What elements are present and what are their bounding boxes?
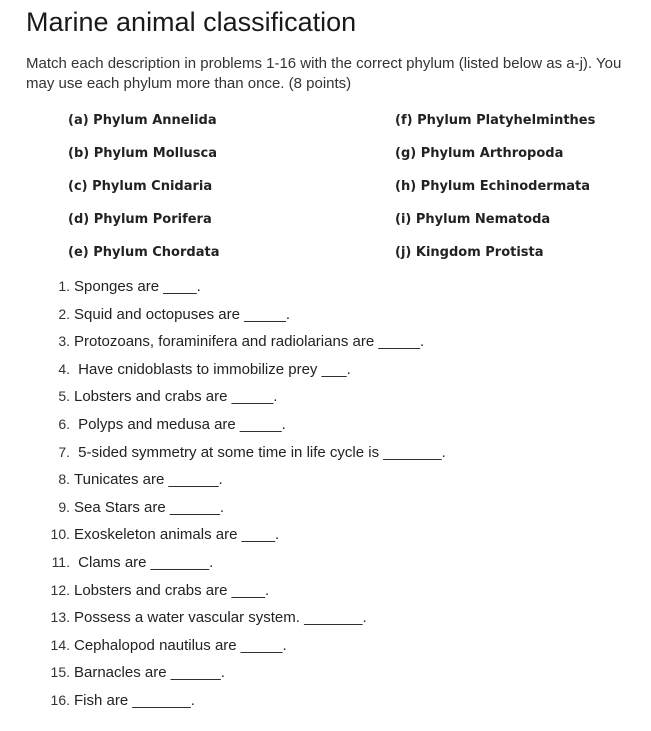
question-text: Sponges are ____. (74, 278, 201, 295)
question-item (30, 606, 446, 634)
phylum-j: (j) Kingdom Protista (395, 245, 544, 260)
question-number: 2. (58, 305, 70, 322)
question-item (30, 413, 446, 441)
question-number: 16. (50, 691, 70, 708)
instructions-text: Match each description in problems 1-16 with the correct phylum (listed below as a-j). You may use each phylum more than once. (8 points) (26, 55, 622, 92)
question-item (30, 330, 446, 358)
question-item (30, 275, 446, 303)
question-number: 12. (50, 581, 70, 598)
question-item (30, 551, 446, 579)
question-item (30, 385, 446, 413)
question-number: 9. (58, 498, 70, 515)
question-text: Sea Stars are ______. (74, 498, 225, 516)
question-number: 13. (50, 609, 70, 626)
phylum-f: (f) Phylum Platyhelminthes (395, 113, 596, 128)
question-item (30, 634, 446, 662)
question-item (30, 661, 446, 689)
question-item (30, 689, 446, 717)
phylum-i: (i) Phylum Nematoda (395, 212, 551, 227)
question-item (30, 468, 446, 496)
question-number: 11. (51, 553, 70, 570)
phylum-h: (h) Phylum Echinodermata (395, 179, 591, 194)
question-text: 5-sided symmetry at some time in life cycle is _______. (74, 443, 446, 461)
question-list (30, 275, 446, 717)
page-title: Marine animal classification (26, 7, 357, 37)
phylum-b: (b) Phylum Mollusca (68, 146, 218, 161)
question-number: 8. (58, 471, 70, 488)
question-number: 10. (50, 526, 70, 543)
question-text: Cephalopod nautilus are _____. (74, 636, 287, 654)
question-item (30, 303, 446, 331)
question-number: 4. (58, 360, 70, 377)
phylum-c: (c) Phylum Cnidaria (68, 179, 213, 194)
question-text: Clams are _______. (74, 553, 214, 571)
phylum-a: (a) Phylum Annelida (68, 113, 217, 128)
question-text: Fish are _______. (74, 691, 195, 709)
question-text: Protozoans, foraminifera and radiolarians are _____. (74, 333, 425, 351)
question-text: Lobsters and crabs are _____. (74, 388, 278, 406)
question-item (30, 579, 446, 607)
phylum-d: (d) Phylum Porifera (68, 212, 212, 227)
question-text: Lobsters and crabs are ____. (74, 581, 270, 599)
question-number: 6. (58, 415, 70, 432)
question-item (30, 358, 446, 386)
question-text: Have cnidoblasts to immobilize prey ___. (74, 360, 351, 378)
question-number: 5. (58, 388, 70, 405)
question-text: Squid and octopuses are _____. (74, 305, 290, 323)
question-number: 3. (58, 333, 70, 350)
question-number: 7. (58, 443, 70, 460)
question-text: Exoskeleton animals are ____. (74, 526, 280, 544)
question-item (30, 441, 446, 469)
question-number: 14. (50, 636, 70, 653)
question-item (30, 496, 446, 524)
question-text: Possess a water vascular system. _______. (74, 609, 367, 627)
phylum-list (68, 111, 628, 276)
question-text: Tunicates are ______. (74, 471, 223, 489)
question-number: 15. (50, 664, 70, 681)
phylum-e: (e) Phylum Chordata (68, 245, 220, 260)
question-text: Barnacles are ______. (74, 664, 225, 682)
question-item (30, 523, 446, 551)
question-text: Polyps and medusa are _____. (74, 415, 286, 433)
question-number: 1. (58, 278, 70, 294)
phylum-g: (g) Phylum Arthropoda (395, 146, 564, 161)
